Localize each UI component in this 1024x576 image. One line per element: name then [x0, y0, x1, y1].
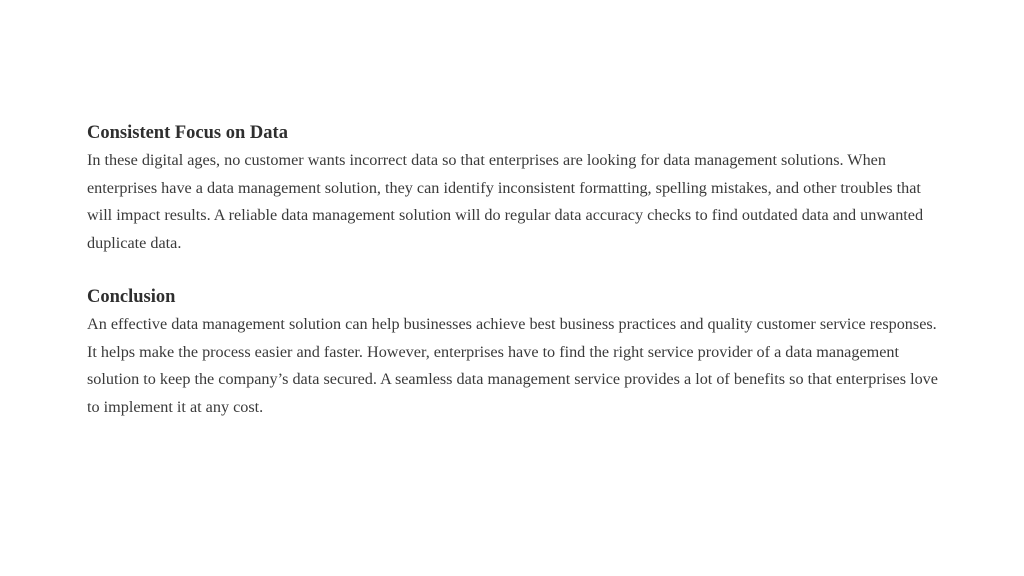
- section-consistent-focus: [87, 120, 949, 257]
- section-paragraph: An effective data management solution can help businesses achieve best business practices and quality customer service responses. It helps make the process easier and faster. However, enterprises have to find the right service provider of a data management solution to keep the company’s data secured. A seamless data management service provides a lot of benefits so that enterprises love to implement it at any cost.: [87, 315, 938, 416]
- section-conclusion: [87, 284, 949, 421]
- section-paragraph: In these digital ages, no customer wants incorrect data so that enterprises are looking for data management solutions. When enterprises have a data management solution, they can identify inconsistent formatting, spelling mistakes, and other troubles that will impact results. A reliable data management solution will do regular data accuracy checks to find outdated data and unwanted duplicate data.: [87, 151, 924, 252]
- section-heading: Conclusion: [87, 287, 176, 307]
- document-body: [87, 120, 949, 421]
- section-heading: Consistent Focus on Data: [87, 123, 288, 143]
